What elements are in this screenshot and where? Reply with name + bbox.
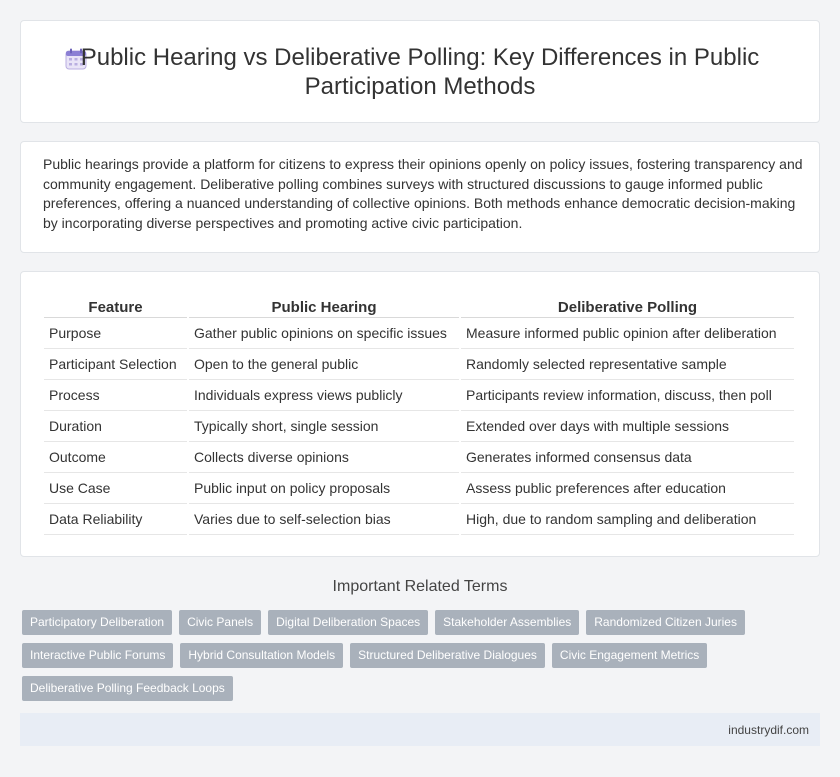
related-terms-title: Important Related Terms: [332, 578, 508, 595]
tag-link[interactable]: Interactive Public Forums: [22, 643, 173, 668]
cell-feature: Duration: [44, 411, 187, 442]
cell-deliberative-polling: Participants review information, discuss, then poll: [461, 380, 794, 411]
table-row: [44, 473, 794, 504]
cell-feature: Outcome: [44, 442, 187, 473]
cell-deliberative-polling: Assess public preferences after education: [461, 473, 794, 504]
cell-public-hearing: Open to the general public: [189, 349, 459, 380]
cell-deliberative-polling: Generates informed consensus data: [461, 442, 794, 473]
cell-public-hearing: Public input on policy proposals: [189, 473, 459, 504]
intro-paragraph: Public hearings provide a platform for citizens to express their opinions openly on policy issues, fostering transparency and community engagement. Deliberative polling combines surveys with structured discussions to gauge informed public preferences, offering a nuanced understanding of collective opinions. Both methods enhance democratic decision-making by incorporating diverse perspectives and promoting active civic participation.: [43, 156, 803, 231]
cell-public-hearing: Collects diverse opinions: [189, 442, 459, 473]
header-feature: Feature: [44, 296, 187, 318]
cell-deliberative-polling: High, due to random sampling and deliberation: [461, 504, 794, 535]
cell-deliberative-polling: Measure informed public opinion after deliberation: [461, 318, 794, 349]
cell-feature: Use Case: [44, 473, 187, 504]
header-card: [20, 20, 820, 123]
cell-public-hearing: Individuals express views publicly: [189, 380, 459, 411]
cell-public-hearing: Varies due to self-selection bias: [189, 504, 459, 535]
cell-feature: Data Reliability: [44, 504, 187, 535]
cell-deliberative-polling: Randomly selected representative sample: [461, 349, 794, 380]
page-title: Public Hearing vs Deliberative Polling: Key Differences in Public Participation Methods: [80, 44, 760, 100]
table-row: [44, 411, 794, 442]
cell-feature: Participant Selection: [44, 349, 187, 380]
tag-link[interactable]: Structured Deliberative Dialogues: [350, 643, 545, 668]
cell-feature: Purpose: [44, 318, 187, 349]
tag-link[interactable]: Deliberative Polling Feedback Loops: [22, 676, 233, 701]
header-public-hearing: Public Hearing: [189, 296, 459, 318]
table-row: [44, 504, 794, 535]
tag-link[interactable]: Randomized Citizen Juries: [586, 610, 745, 635]
tag-link[interactable]: Participatory Deliberation: [22, 610, 172, 635]
table-row: [44, 442, 794, 473]
footer-site-link[interactable]: industrydif.com: [728, 723, 809, 737]
table-row: [44, 380, 794, 411]
related-terms-tags: [22, 610, 822, 701]
comparison-table: [42, 296, 796, 535]
table-row: [44, 349, 794, 380]
comparison-card: [20, 271, 820, 557]
tag-link[interactable]: Civic Panels: [179, 610, 261, 635]
intro-card: [20, 141, 820, 253]
cell-public-hearing: Typically short, single session: [189, 411, 459, 442]
table-header-row: [44, 296, 794, 318]
tag-link[interactable]: Stakeholder Assemblies: [435, 610, 579, 635]
cell-feature: Process: [44, 380, 187, 411]
table-row: [44, 318, 794, 349]
tag-link[interactable]: Digital Deliberation Spaces: [268, 610, 428, 635]
cell-deliberative-polling: Extended over days with multiple sessions: [461, 411, 794, 442]
tag-link[interactable]: Hybrid Consultation Models: [180, 643, 343, 668]
header-deliberative-polling: Deliberative Polling: [461, 296, 794, 318]
cell-public-hearing: Gather public opinions on specific issues: [189, 318, 459, 349]
footer-bar: [20, 713, 820, 746]
tag-link[interactable]: Civic Engagement Metrics: [552, 643, 707, 668]
